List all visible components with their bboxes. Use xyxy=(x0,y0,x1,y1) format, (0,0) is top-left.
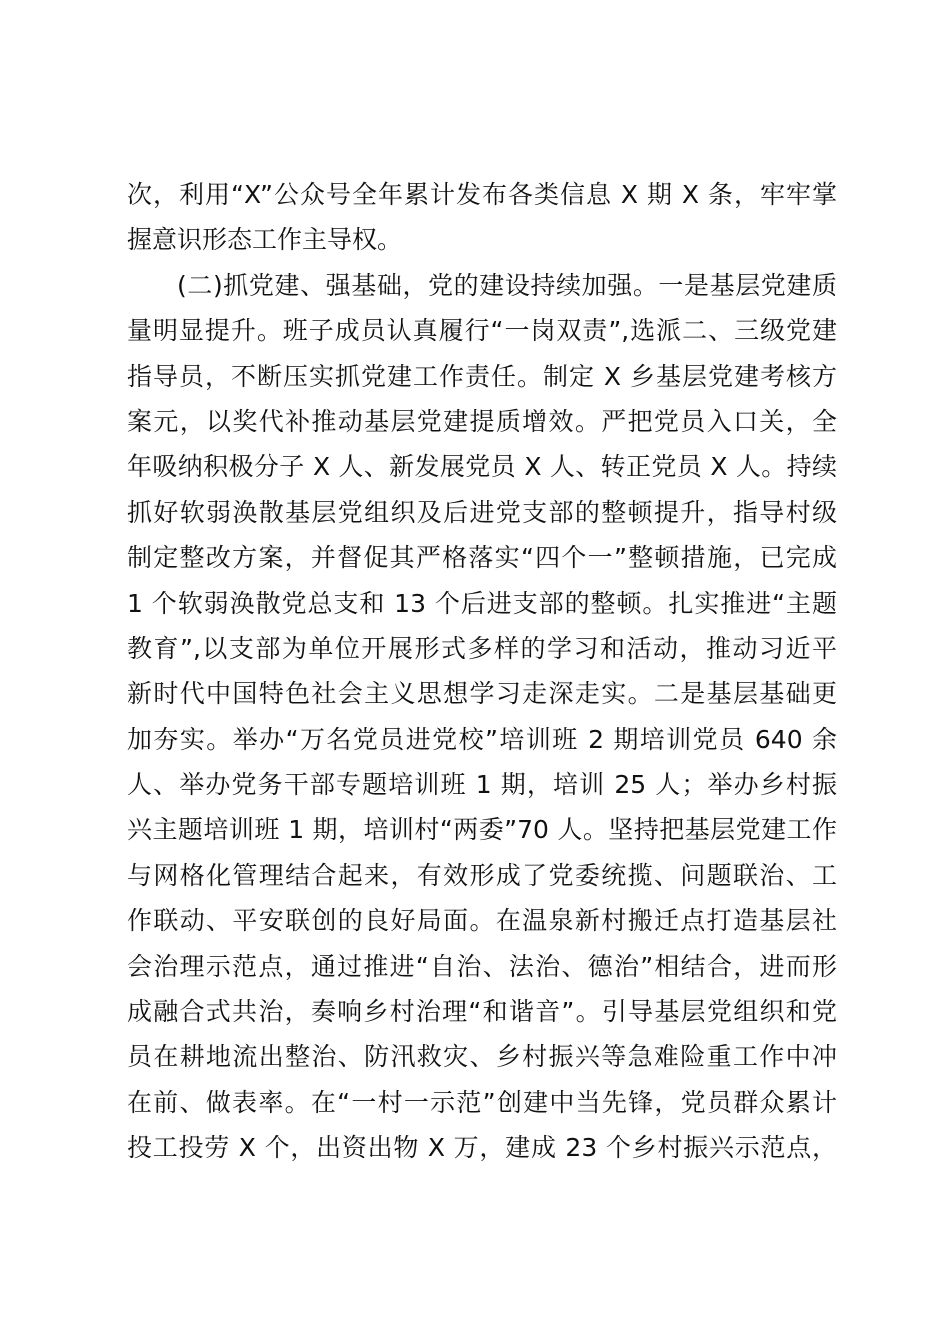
body-text xyxy=(127,172,837,1171)
text-line: 抓好软弱涣散基层党组织及后进党支部的整顿提升，指导村级 xyxy=(127,497,837,527)
text-line: 握意识形态工作主导权。 xyxy=(127,225,403,255)
text-line: 人、举办党务干部专题培训班 1 期，培训 25 人；举办乡村振 xyxy=(127,770,837,800)
text-line: 指导员，不断压实抓党建工作责任。制定 X 乡基层党建考核方 xyxy=(127,361,837,391)
text-line: 兴主题培训班 1 期，培训村“两委”70 人。坚持把基层党建工作 xyxy=(127,815,837,845)
text-line: 新时代中国特色社会主义思想学习走深走实。二是基层基础更 xyxy=(127,679,837,709)
text-line: 次，利用“X”公众号全年累计发布各类信息 X 期 X 条，牢牢掌 xyxy=(127,180,837,209)
section-heading-line: (二)抓党建、强基础，党的建设持续加强。一是基层党建质 xyxy=(177,270,837,300)
text-line: 制定整改方案，并督促其严格落实“四个一”整顿措施，已完成 xyxy=(127,543,837,573)
text-line: 与网格化管理结合起来，有效形成了党委统揽、问题联治、工 xyxy=(127,860,837,890)
text-line: 在前、做表率。在“一村一示范”创建中当先锋，党员群众累计 xyxy=(127,1087,837,1117)
text-line: 1 个软弱涣散党总支和 13 个后进支部的整顿。扎实推进“主题 xyxy=(127,588,837,618)
text-line: 加夯实。举办“万名党员进党校”培训班 2 期培训党员 640 余 xyxy=(127,724,837,754)
text-line: 教育”,以支部为单位开展形式多样的学习和活动，推动习近平 xyxy=(127,633,837,663)
text-line: 案元，以奖代补推动基层党建提质增效。严把党员入口关，全 xyxy=(127,406,837,436)
text-line: 投工投劳 X 个，出资出物 X 万，建成 23 个乡村振兴示范点， xyxy=(127,1133,837,1163)
text-line: 作联动、平安联创的良好局面。在温泉新村搬迁点打造基层社 xyxy=(127,906,837,936)
text-line: 年吸纳积极分子 X 人、新发展党员 X 人、转正党员 X 人。持续 xyxy=(127,452,837,482)
text-line: 成融合式共治，奏响乡村治理“和谐音”。引导基层党组织和党 xyxy=(127,997,837,1027)
text-line: 员在耕地流出整治、防汛救灾、乡村振兴等急难险重工作中冲 xyxy=(127,1042,837,1072)
text-line: 量明显提升。班子成员认真履行“一岗双责”,选派二、三级党建 xyxy=(127,316,837,346)
text-line: 会治理示范点，通过推进“自治、法治、德治”相结合，进而形 xyxy=(127,951,837,981)
